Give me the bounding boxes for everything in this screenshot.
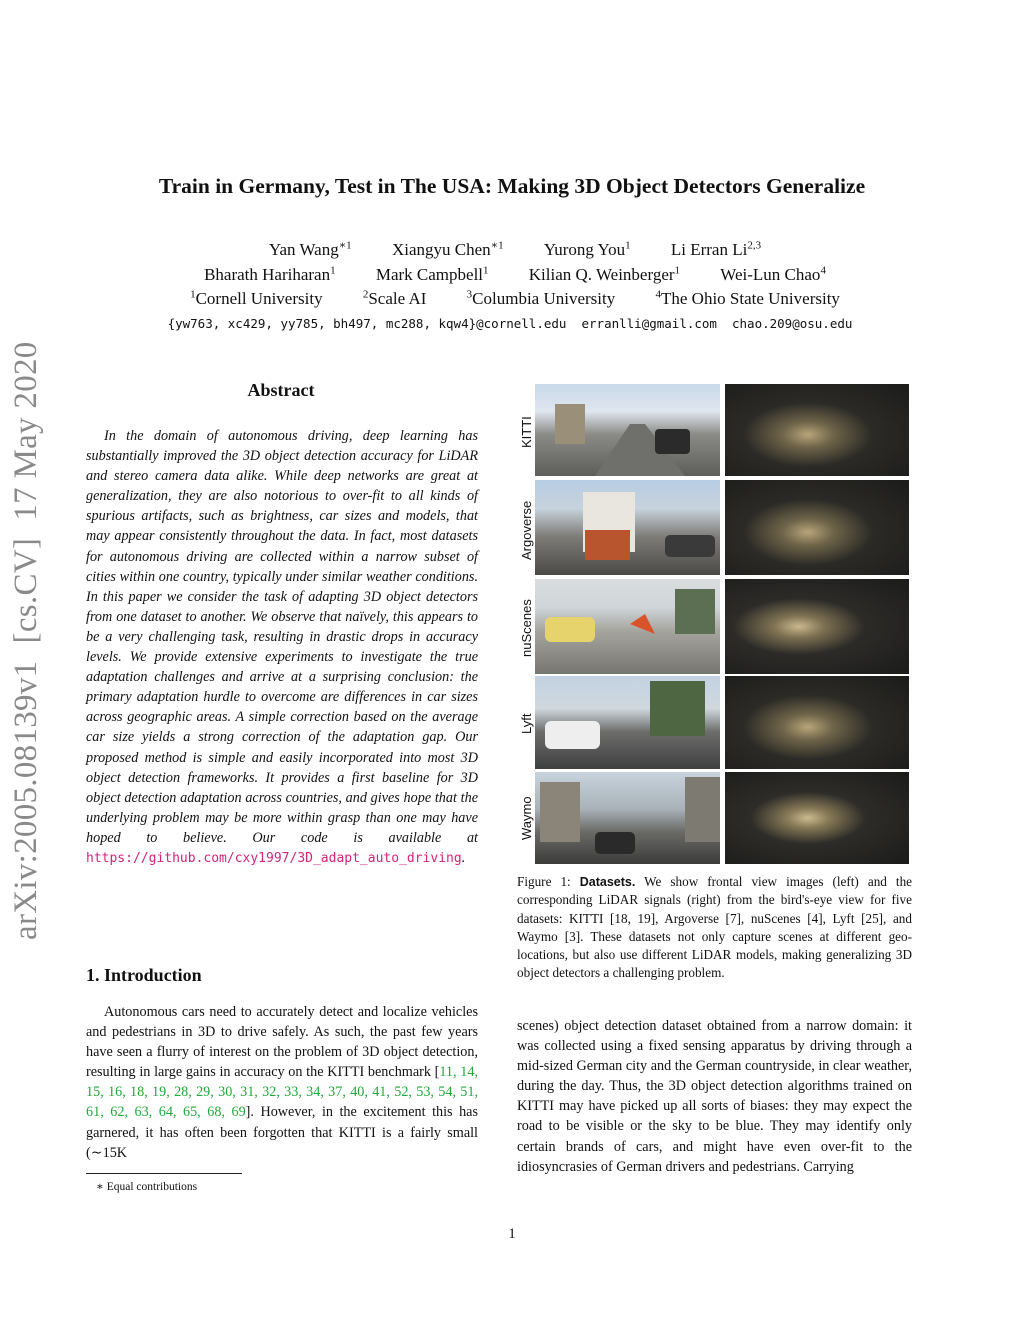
footnote: ∗ Equal contributions — [96, 1181, 198, 1193]
lyft-lidar — [725, 676, 909, 769]
kitti-photo — [535, 384, 720, 476]
footnote-rule — [86, 1173, 242, 1174]
author: Yurong You$^1$ — [543, 239, 631, 259]
author: Xiangyu Chen$^{∗1}$ — [391, 239, 504, 259]
waymo-photo — [535, 772, 720, 864]
affiliations — [90, 289, 940, 309]
affiliation: $^4$The Ohio State University — [655, 288, 840, 308]
authors-row-2 — [90, 265, 940, 285]
author: Bharath Hariharan$^1$ — [204, 264, 336, 284]
figure-1 — [515, 382, 915, 866]
lyft-photo — [535, 676, 720, 769]
argoverse-photo — [535, 480, 720, 575]
author: Mark Campbell$^1$ — [375, 264, 489, 284]
intro-paragraph: Autonomous cars need to accurately detect and localize vehicles and pedestrians in 3D to drive safely. As such, the past few years have seen a flurry of interest on the problem of 3D object detection, resulting in large gains in accuracy on the KITTI benchmark [11, 14, 15, 16, 18, 19, 28, 29, 30, 31, 32, 33, 34, 37, 40, 41, 52, 53, 54, 51, 61, 62, 63, 64, 65, 68, 69]. However, in the excitement this has garnered, it has often been forgotten that KITTI is a fairly small (∼15K — [86, 1004, 479, 1161]
author: Li Erran Li$^{2,3}$ — [670, 239, 762, 259]
authors-row-1 — [90, 240, 940, 260]
author: Yan Wang$^{∗1}$ — [268, 239, 352, 259]
affiliation: $^2$Scale AI — [362, 288, 427, 308]
affiliation: $^1$Cornell University — [190, 288, 323, 308]
citation-list[interactable]: 11, 14, 15, 16, 18, 19, 28, 29, 30, 31, 32, 33, 34, 37, 40, 41, 52, 53, 54, 51, 61, 62, 63, 64, 65, 68, 69 — [86, 1064, 478, 1121]
code-link[interactable]: https://github.com/cxy1997/3D_adapt_auto_driving — [86, 850, 462, 866]
author: Wei-Lun Chao$^4$ — [720, 264, 826, 284]
argoverse-lidar — [725, 480, 909, 575]
nuscenes-lidar — [725, 579, 909, 674]
figure-row-label: Argoverse — [519, 500, 534, 560]
waymo-lidar — [725, 772, 909, 864]
figure-row-label: KITTI — [519, 416, 534, 448]
author: Kilian Q. Weinberger$^1$ — [528, 264, 681, 284]
kitti-lidar — [725, 384, 909, 476]
arxiv-identifier: arXiv:2005.08139v1 [cs.CV] 17 May 2020 — [8, 341, 44, 940]
page-number: 1 — [508, 1226, 516, 1242]
paper-title: Train in Germany, Test in The USA: Making 3D Object Detectors Generalize — [158, 174, 866, 198]
nuscenes-photo — [535, 579, 720, 674]
column-2-paragraph: scenes) object detection dataset obtained from a narrow domain: it was collected using a fixed sensing apparatus by driving through a mid-sized German city and the German countryside, in clear weather, during the day. Thus, the 3D object detection algorithms trained on KITTI may have picked up all sorts of biases: they may expect the road to be visible or the sky to be blue. They may identify only certain brands of cars, and might have even over-fit to the idiosyncrasies of German drivers and pedestrians. Carrying — [517, 1018, 912, 1175]
section-heading: 1. Introduction — [86, 965, 202, 985]
figure-row-label: Waymo — [519, 796, 534, 840]
figure-row-label: nuScenes — [519, 599, 534, 657]
figure-row-label: Lyft — [519, 713, 534, 734]
figure-caption: Figure 1: Datasets. We show frontal view images (left) and the corresponding LiDAR signals (right) from the bird's-eye view for five datasets: KITTI [18, 19], Argoverse [7], nuScenes [4], Lyft [25], and Waymo [3]. These datasets not only capture scenes at different geo-locations, but also use different LiDAR models, making generalizing 3D object detectors a challenging problem. — [517, 874, 913, 981]
abstract-body: In the domain of autonomous driving, deep learning has substantially improved the 3D object detection accuracy for LiDAR and stereo camera data alike. While deep networks are great at generalization, they are also notorious to over-fit to all kinds of spurious artifacts, such as brightness, car sizes and models, that may appear consistently throughout the data. In fact, most datasets for autonomous driving are collected within a narrow subset of cities within one country, typically under similar weather conditions. In this paper we consider the task of adapting 3D object detectors from one dataset to another. We observe that naïvely, this appears to be a very challenging task, resulting in drastic drops in accuracy levels. We provide extensive experiments to investigate the true adaptation challenges and arrive at a surprising conclusion: the primary adaptation hurdle to overcome are differences in car sizes across geographic areas. A simple correction based on the average car size yields a strong correction of the adaptation gap. Our proposed method is simple and easily incorporated into most 3D object detection frameworks. It provides a first baseline for 3D object detection adaptation across countries, and gives hope that the underlying problem may be more within grasp than one may have hoped to believe. Our code is available at https://github.com/cxy1997/3D_adapt_auto_driving. — [86, 428, 478, 866]
abstract-heading: Abstract — [247, 380, 315, 400]
affiliation: $^3$Columbia University — [466, 288, 616, 308]
author-emails: {yw763, xc429, yy785, bh497, mc288, kqw4}@cornell.edu erranlli@gmail.com chao.209@osu.edu — [167, 316, 853, 331]
